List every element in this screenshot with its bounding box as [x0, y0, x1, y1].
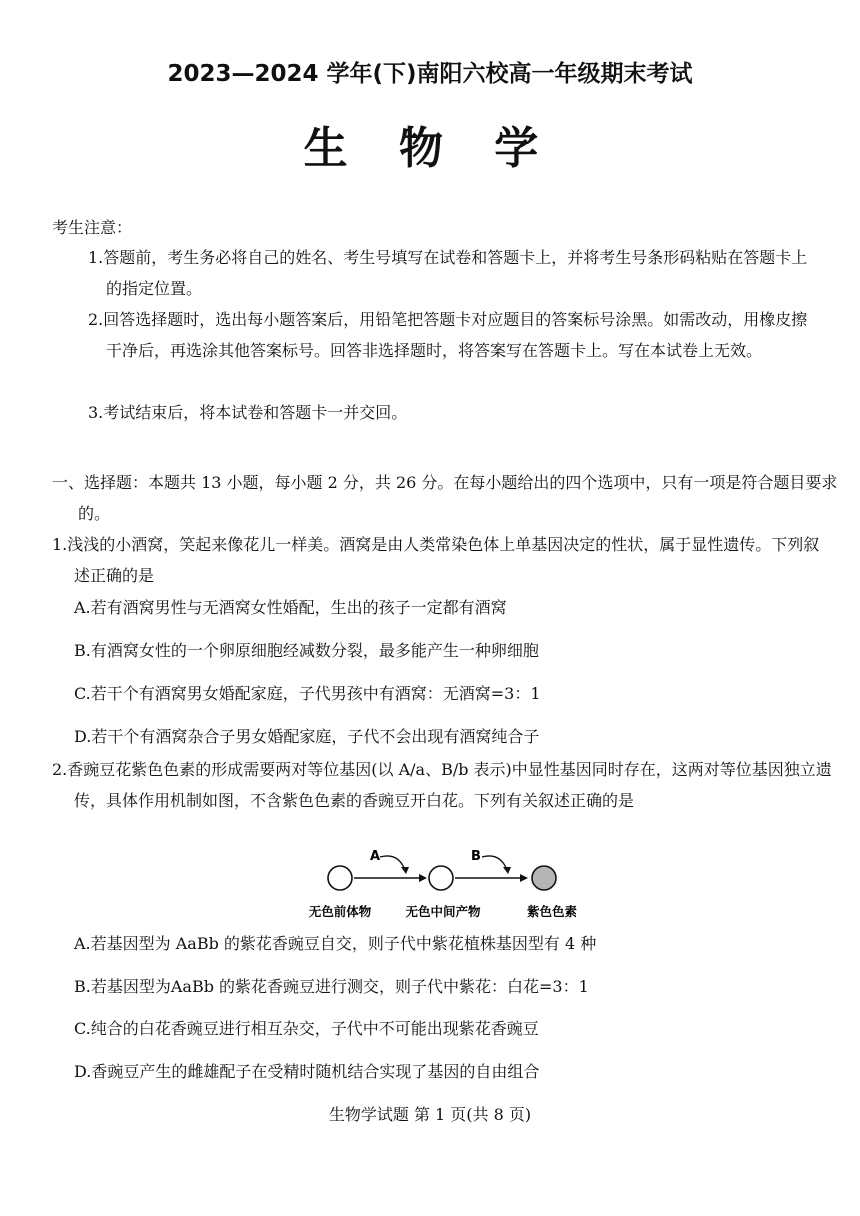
intermediate-node — [429, 866, 453, 890]
question-2-stem: 2.香豌豆花紫色色素的形成需要两对等位基因(以 A/a、B/b 表示)中显性基因同时存在，这两对等位基因独立遗传，具体作用机制如图，不含紫色色素的香豌豆开白花。下列有关叙述正确的是 — [52, 760, 832, 810]
precursor-node — [328, 866, 352, 890]
question-1-stem: 1.浅浅的小酒窝，笑起来像花儿一样美。酒窝是由人类常染色体上单基因决定的性状，属于显性遗传。下列叙述正确的是 — [52, 535, 820, 585]
question-2-option-b: B.若基因型为AaBb 的紫花香豌豆进行测交，则子代中紫花：白花=3：1 — [74, 977, 589, 996]
enzyme-a-label: A — [370, 849, 381, 864]
enzyme-a-head — [401, 867, 409, 874]
question-2-option-c: C.纯合的白花香豌豆进行相互杂交，子代中不可能出现紫花香豌豆 — [74, 1019, 539, 1038]
question-2-option-d: D.香豌豆产生的雌雄配子在受精时随机结合实现了基因的自由组合 — [74, 1062, 540, 1081]
pigment-pathway-diagram — [290, 840, 620, 930]
notice-heading: 考生注意： — [52, 218, 133, 237]
question-1-option-d: D.若干个有酒窝杂合子男女婚配家庭，子代不会出现有酒窝纯合子 — [74, 727, 540, 746]
question-1-option-a: A.若有酒窝男性与无酒窝女性婚配，生出的孩子一定都有酒窝 — [74, 598, 507, 617]
arrow-2-head — [520, 874, 528, 882]
subject-title: 生 物 学 — [303, 123, 557, 174]
notice-item-2: 2.回答选择题时，选出每小题答案后，用铅笔把答题卡对应题目的答案标号涂黑。如需改动，用橡皮擦干净后，再选涂其他答案标号。回答非选择题时，将答案写在答题卡上。写在本试卷上无效。 — [88, 310, 808, 360]
enzyme-b-head — [503, 867, 511, 874]
exam-title: 2023—2024 学年(下)南阳六校高一年级期末考试 — [167, 61, 693, 87]
question-1-option-c: C.若干个有酒窝男女婚配家庭，子代男孩中有酒窝：无酒窝=3：1 — [74, 684, 541, 703]
intermediate-label: 无色中间产物 — [405, 904, 481, 919]
pigment-label: 紫色色素 — [526, 904, 578, 919]
notice-item-1: 1.答题前，考生务必将自己的姓名、考生号填写在试卷和答题卡上，并将考生号条形码粘贴在答题卡上的指定位置。 — [88, 248, 808, 298]
question-1-option-b: B.有酒窝女性的一个卵原细胞经减数分裂，最多能产生一种卵细胞 — [74, 641, 539, 660]
enzyme-b-curve — [482, 856, 507, 870]
precursor-label: 无色前体物 — [308, 904, 372, 919]
enzyme-b-label: B — [471, 849, 481, 864]
enzyme-a-curve — [380, 856, 405, 870]
page-footer: 生物学试题 第 1 页(共 8 页) — [328, 1105, 532, 1124]
notice-item-3: 3.考试结束后，将本试卷和答题卡一并交回。 — [88, 403, 408, 422]
question-2-option-a: A.若基因型为 AaBb 的紫花香豌豆自交，则子代中紫花植株基因型有 4 种 — [74, 934, 597, 953]
section-heading: 一、选择题：本题共 13 小题，每小题 2 分，共 26 分。在每小题给出的四个选项中，只有一项是符合题目要求的。 — [52, 473, 838, 523]
arrow-1-head — [419, 874, 427, 882]
pigment-node — [532, 866, 556, 890]
